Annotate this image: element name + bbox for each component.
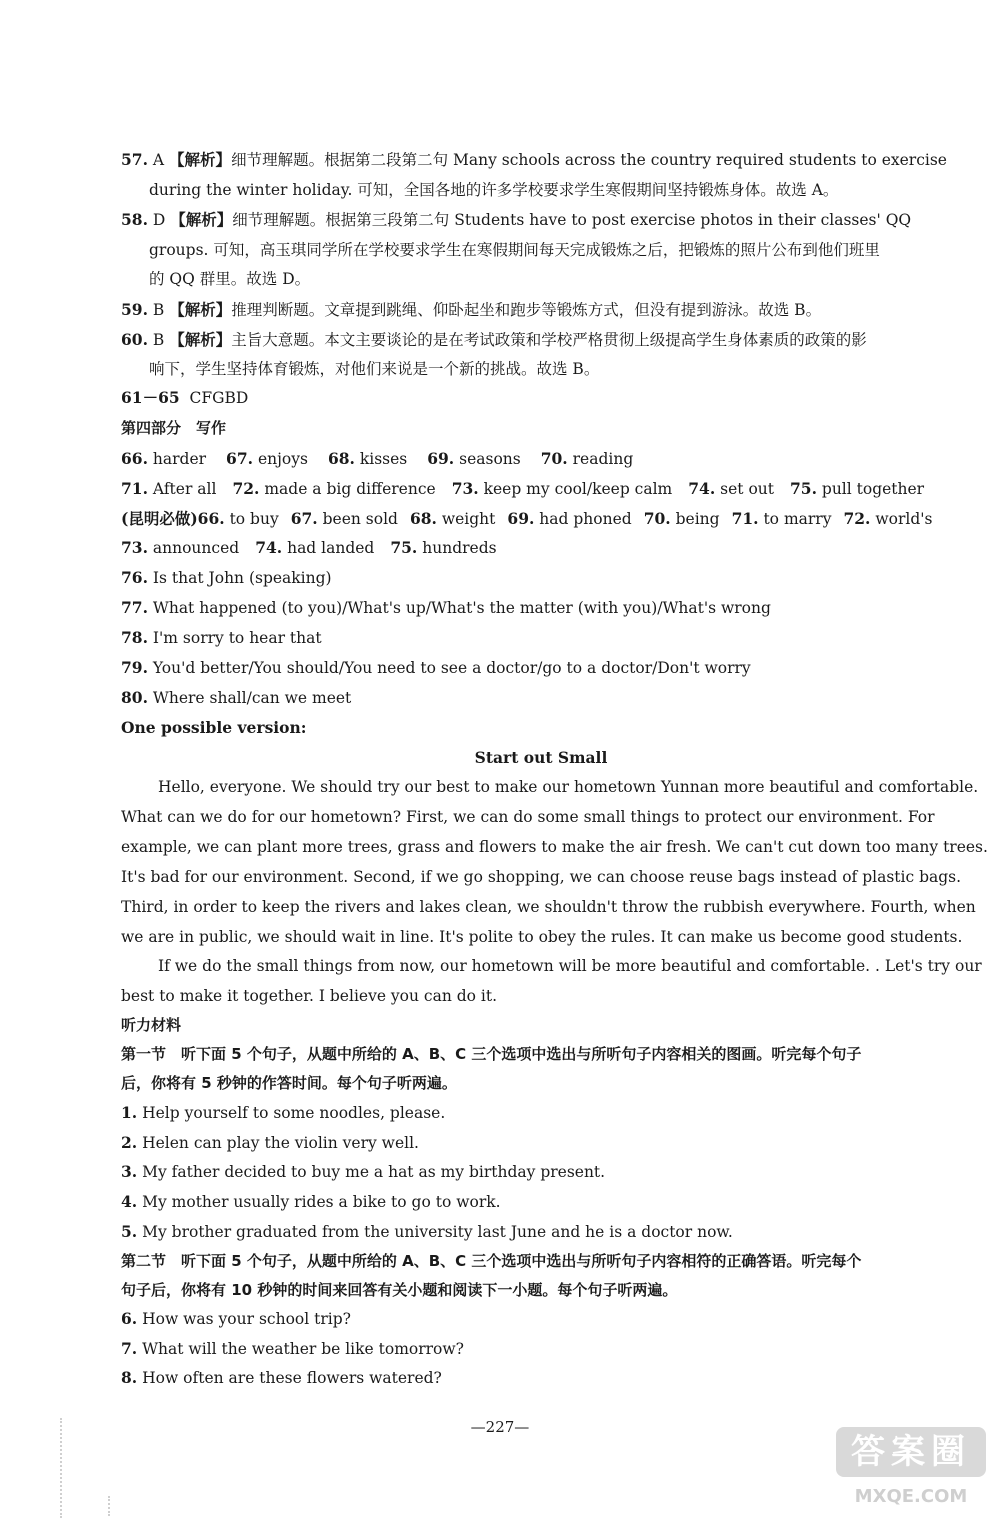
essay-p1-line5: Third, in order to keep the rivers and lakes clean, we shouldn't throw the rubbish everywhere. Fourth, when [121, 898, 976, 916]
answer-item [198, 510, 279, 528]
listening-item-text: My brother graduated from the university last June and he is a doctor now. [137, 1222, 733, 1241]
answer-59-line1: 59. B 【解析】推理判断题。文章提到跳绳、仰卧起坐和跑步等锻炼方式，但没有提到游泳。故选 B。 [121, 300, 822, 319]
essay-p1-line1: Hello, everyone. We should try our best to make our hometown Yunnan more beautiful and comfortable. [158, 778, 979, 796]
answer-text: been sold [317, 510, 398, 528]
listening-item-text: Help yourself to some noodles, please. [137, 1104, 446, 1122]
listening-item-number: 6. [121, 1309, 138, 1328]
listening-item [121, 1339, 961, 1359]
answer-number: 74. [255, 538, 283, 557]
answer-number: 67. [290, 509, 318, 528]
answer-item [843, 510, 932, 528]
answer-text: hundreds [417, 539, 497, 557]
answer-number: 69. [427, 449, 455, 468]
answer-item [226, 450, 308, 468]
answer-text: seasons [454, 450, 521, 468]
listening-item-text: How often are these flowers watered? [137, 1369, 442, 1388]
listening-item [121, 1192, 961, 1212]
answer-58-line2: groups. 可知，高玉琪同学所在学校要求学生在寒假期间每天完成锻炼之后，把锻炼的照片公布到他们班里 [149, 241, 880, 259]
answer-number: 66. [197, 509, 225, 528]
essay-p1-line4: It's bad for our environment. Second, if we go shopping, we can choose reuse bags instead of plastic bags. [121, 868, 962, 886]
answer-item [328, 450, 407, 468]
listening-section2-line1: 第二节 听下面 5 个句子，从题中所给的 A、B、C 三个选项中选出与所听句子内容相符的正确答语。听完每个 [121, 1252, 862, 1270]
margin-dots [60, 1418, 70, 1518]
listening-item-number: 4. [121, 1192, 138, 1212]
answer-58-line3: 的 QQ 群里。故选 D。 [149, 270, 311, 288]
answer-number: 75. [790, 479, 817, 498]
answer-60-line2: 响下，学生坚持体育锻炼，对他们来说是一个新的挑战。故选 B。 [149, 360, 600, 378]
listening-item [121, 1309, 961, 1329]
watermark-bottom: MXQE.COM [854, 1486, 968, 1507]
listening-item [121, 1162, 961, 1182]
listening-item [121, 1368, 961, 1388]
answer-number: 73. [451, 479, 479, 498]
answer-text: announced [147, 539, 240, 557]
answer-text: pull together [816, 480, 925, 498]
essay-p1-line3: example, we can plant more trees, grass and flowers to make the air fresh. We can't cut down too many trees. [121, 838, 988, 856]
answer-text: kisses [354, 450, 408, 468]
answer-item [232, 480, 435, 498]
answer-item [427, 450, 521, 468]
answer-61-65: 61－65 CFGBD [121, 388, 249, 407]
answer-text: had phoned [534, 510, 632, 528]
listening-item-number: 7. [121, 1338, 138, 1358]
answer-item [541, 450, 634, 468]
answer-number: 75. [390, 538, 418, 557]
answer-item [507, 510, 631, 528]
answer-77: 77. What happened (to you)/What's up/What's the matter (with you)/What's wrong [121, 598, 771, 617]
essay-p2-line1: If we do the small things from now, our hometown will be more beautiful and comfortable. . Let's try our [158, 957, 982, 975]
answer-58-line1: 58. D 【解析】细节理解题。根据第三段第二句 Students have to post exercise photos in their classes' QQ [121, 210, 912, 229]
part4-row4 [121, 538, 961, 558]
answer-item [732, 510, 832, 528]
answer-item [255, 539, 374, 557]
answer-number: 68. [327, 449, 355, 468]
listening-item-number: 5. [121, 1221, 138, 1241]
answer-item [121, 539, 239, 557]
answer-57-line2: during the winter holiday. 可知，全国各地的许多学校要求学生寒假期间坚持锻炼身体。故选 A。 [149, 181, 839, 199]
listening-item-number: 2. [121, 1132, 138, 1152]
answer-item [790, 480, 924, 498]
answer-text: being [670, 510, 720, 528]
answer-number: 71. [121, 479, 148, 498]
answer-text: to marry [758, 510, 832, 528]
answer-57-line1: 57. A 【解析】细节理解题。根据第二段第二句 Many schools across the country required students to exercise [121, 150, 947, 169]
essay-title: Start out Small [474, 748, 608, 767]
answer-number: 66. [121, 449, 148, 468]
listening-item-text: My father decided to buy me a hat as my birthday present. [137, 1163, 606, 1182]
part4-heading: 第四部分 写作 [121, 419, 227, 437]
answer-item [410, 510, 495, 528]
part4-row2 [121, 479, 961, 499]
answer-78: 78. I'm sorry to hear that [121, 628, 322, 647]
answer-number: 71. [731, 509, 759, 528]
answer-number: 67. [226, 449, 254, 468]
watermark-top: 答案圈 [836, 1427, 986, 1477]
answer-text: After all [147, 480, 217, 498]
margin-dots-2 [108, 1496, 114, 1516]
answer-number: 68. [409, 509, 437, 528]
essay-label: One possible version: [121, 718, 307, 737]
essay-p1-line2: What can we do for our hometown? First, we can do some small things to protect our environment. For [121, 808, 935, 826]
listening-section2-line2: 句子后，你将有 10 秒钟的时间来回答有关小题和阅读下一小题。每个句子听两遍。 [121, 1281, 678, 1299]
answer-number: 72. [232, 479, 260, 498]
answer-item [291, 510, 398, 528]
essay-p1-line6: we are in public, we should wait in line. It's polite to obey the rules. It can make us become good students. [121, 928, 963, 946]
answer-number: 70. [540, 449, 568, 468]
page-number: —227— [470, 1418, 530, 1436]
listening-item [121, 1133, 961, 1153]
listening-item [121, 1103, 961, 1123]
answer-text: world's [870, 510, 933, 528]
part4-row3-items [198, 510, 945, 528]
listening-item-text: What will the weather be like tomorrow? [137, 1339, 464, 1358]
listening-item [121, 1222, 961, 1242]
listening-item-text: How was your school trip? [137, 1310, 351, 1328]
listening-item-number: 3. [121, 1162, 138, 1182]
essay-p2-line2: best to make it together. I believe you can do it. [121, 987, 498, 1005]
answer-text: keep my cool/keep calm [478, 480, 673, 498]
watermark-logo [836, 1427, 986, 1507]
answer-text: harder [147, 450, 207, 468]
answer-text: to buy [224, 510, 279, 528]
answer-number: 73. [121, 538, 148, 557]
answer-text: enjoys [253, 450, 308, 468]
answer-76: 76. Is that John (speaking) [121, 568, 332, 587]
kunming-tag: (昆明必做) [121, 509, 198, 528]
listening-section1-line1: 第一节 听下面 5 个句子，从题中所给的 A、B、C 三个选项中选出与所听句子内容相关的图画。听完每个句子 [121, 1045, 862, 1063]
answer-text: weight [436, 510, 496, 528]
listening-item-text: Helen can play the violin very well. [137, 1133, 419, 1152]
listening-item-text: My mother usually rides a bike to go to work. [137, 1193, 501, 1212]
answer-item [644, 510, 720, 528]
part4-row3 [121, 509, 961, 529]
part4-row1 [121, 449, 961, 469]
listening-item-number: 8. [121, 1368, 138, 1388]
answer-80: 80. Where shall/can we meet [121, 688, 352, 707]
answer-item [452, 480, 673, 498]
answer-item [390, 539, 496, 557]
answer-item [121, 450, 206, 468]
answer-text: had landed [282, 539, 375, 557]
answer-item [688, 480, 774, 498]
answer-79: 79. You'd better/You should/You need to see a doctor/go to a doctor/Don't worry [121, 658, 751, 677]
answer-number: 69. [507, 509, 535, 528]
answer-number: 74. [688, 479, 716, 498]
answer-text: reading [567, 450, 634, 468]
answer-number: 72. [843, 509, 871, 528]
answer-text: made a big difference [259, 480, 436, 498]
answer-60-line1: 60. B 【解析】主旨大意题。本文主要谈论的是在考试政策和学校严格贯彻上级提高学生身体素质的政策的影 [121, 330, 867, 349]
answer-number: 70. [643, 509, 671, 528]
answer-item [121, 480, 216, 498]
answer-text: set out [715, 480, 774, 498]
listening-section1-line2: 后，你将有 5 秒钟的作答时间。每个句子听两遍。 [121, 1074, 457, 1092]
listening-heading: 听力材料 [121, 1016, 182, 1034]
listening-item-number: 1. [121, 1103, 138, 1122]
